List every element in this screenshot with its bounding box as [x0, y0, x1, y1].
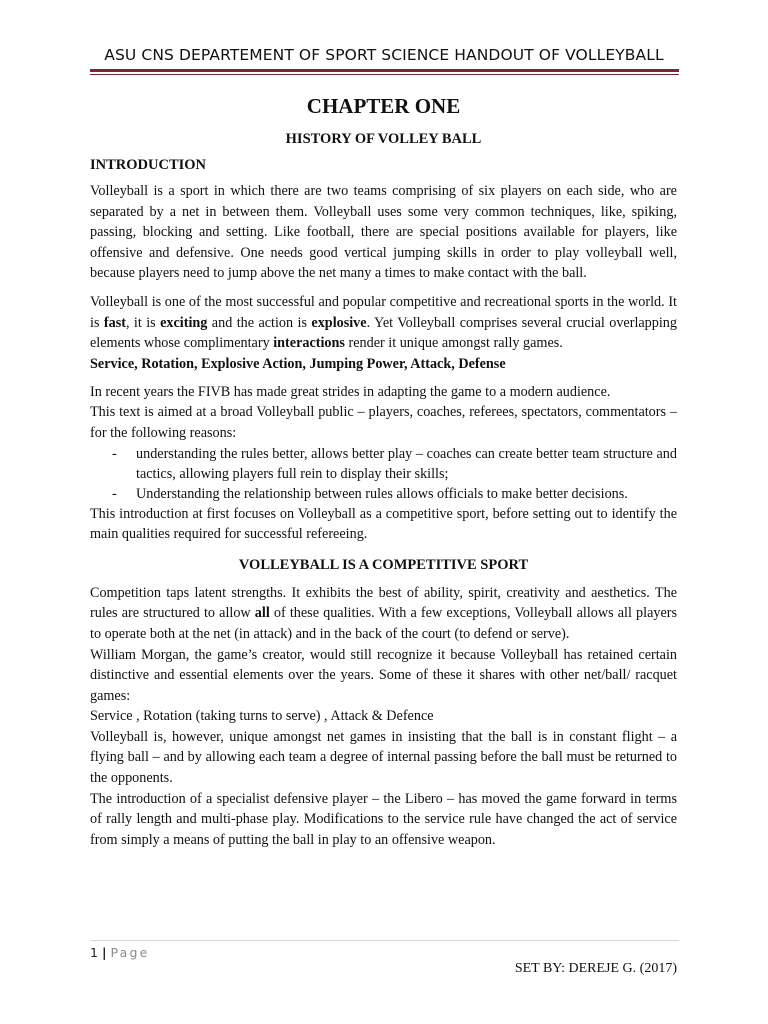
- intro-paragraph-1: Volleyball is a sport in which there are two teams comprising of six players on each side, who are separated by a net in between them. Volleyball uses some very common techniques, like, spiking, passing, blocking and setting. Like football, there are special positions available for players, like offensive and defensive. One needs good vertical jumping skills in order to play volleyball well, because players need to jump above the net many a times to make contact with the ball.: [90, 183, 677, 282]
- keyword-interactions: interactions: [273, 335, 345, 352]
- fivb-paragraph: In recent years the FIVB has made great strides in adapting the game to a modern audience.: [90, 383, 611, 400]
- shared-elements-line: Service , Rotation (taking turns to serve) , Attack & Defence: [90, 708, 434, 725]
- libero-paragraph: The introduction of a specialist defensive player – the Libero – has moved the game forward in terms of rally length and multi-phase play. Modifications to the service rule have changed the act of service from simply a means of putting the ball in play to an offensive weapon.: [90, 790, 677, 848]
- intro-focus-paragraph: This introduction at first focuses on Volleyball as a competitive sport, before setting out to identify the main qualities required for successful refereeing.: [90, 505, 677, 543]
- key-elements-line: Service, Rotation, Explosive Action, Jumping Power, Attack, Defense: [90, 355, 506, 372]
- page-separator: |: [101, 945, 107, 960]
- header-title: ASU CNS DEPARTEMENT OF SPORT SCIENCE HANDOUT OF VOLLEYBALL: [104, 46, 664, 64]
- keyword-explosive: explosive: [311, 314, 367, 331]
- keyword-all: all: [254, 605, 270, 622]
- header-rule-thin: [90, 74, 679, 75]
- dash-bullet: -: [112, 445, 117, 462]
- section-heading: VOLLEYBALL IS A COMPETITIVE SPORT: [238, 556, 529, 573]
- intro-paragraph-2: [90, 292, 677, 354]
- footer-rule: [90, 940, 679, 941]
- keyword-fast: fast: [103, 314, 126, 331]
- list-item-text: Understanding the relationship between rules allows officials to make better decisions.: [136, 485, 628, 502]
- dash-bullet: -: [112, 485, 117, 502]
- competition-paragraph: [90, 583, 677, 645]
- keyword-exciting: exciting: [160, 314, 208, 331]
- header-rule-thick: [90, 69, 679, 72]
- text-run: . Yet Volleyball comprises several crucial overlapping elements whose complimentary: [90, 314, 677, 352]
- list-item: [90, 444, 677, 484]
- text-run: render it unique amongst rally games.: [344, 335, 563, 352]
- list-item-text: understanding the rules better, allows better play – coaches can create better team structure and tactics, allowing players full rein to display their skills;: [136, 445, 677, 482]
- text-run: Competition taps latent strengths. It exhibits the best of ability, spirit, creativity and aesthetics. The rules are structured to allow: [90, 584, 677, 622]
- text-run: , it is: [125, 314, 161, 331]
- text-run: of these qualities. With a few exceptions, Volleyball allows all players to operate both at the net (in attack) and in the back of the court (to defend or serve).: [90, 605, 678, 642]
- document-body: [90, 92, 677, 850]
- chapter-title: CHAPTER ONE: [306, 94, 461, 118]
- chapter-subtitle: HISTORY OF VOLLEY BALL: [285, 131, 482, 147]
- page-number-value: 1: [90, 945, 98, 960]
- text-run: and the action is: [207, 314, 312, 331]
- page-number: [90, 945, 150, 960]
- text-run: Volleyball is one of the most successful and popular competitive and recreational sports in the world. It is: [90, 293, 677, 331]
- list-item: [90, 484, 677, 504]
- aim-paragraph: This text is aimed at a broad Volleyball public – players, coaches, referees, spectators, commentators – for the following reasons:: [90, 404, 677, 441]
- reasons-list: [90, 444, 677, 504]
- page-label: Page: [110, 945, 150, 960]
- intro-heading: INTRODUCTION: [90, 157, 207, 173]
- unique-paragraph: Volleyball is, however, unique amongst net games in insisting that the ball is in constant flight – a flying ball – and by allowing each team a degree of internal passing before the ball must be returned to the opponents.: [90, 728, 677, 787]
- author-credit: SET BY: DEREJE G. (2017): [514, 961, 677, 976]
- morgan-paragraph: William Morgan, the game’s creator, would still recognize it because Volleyball has retained certain distinctive and essential elements over the years. Some of these it shares with other net/ball/ racquet games:: [90, 646, 677, 704]
